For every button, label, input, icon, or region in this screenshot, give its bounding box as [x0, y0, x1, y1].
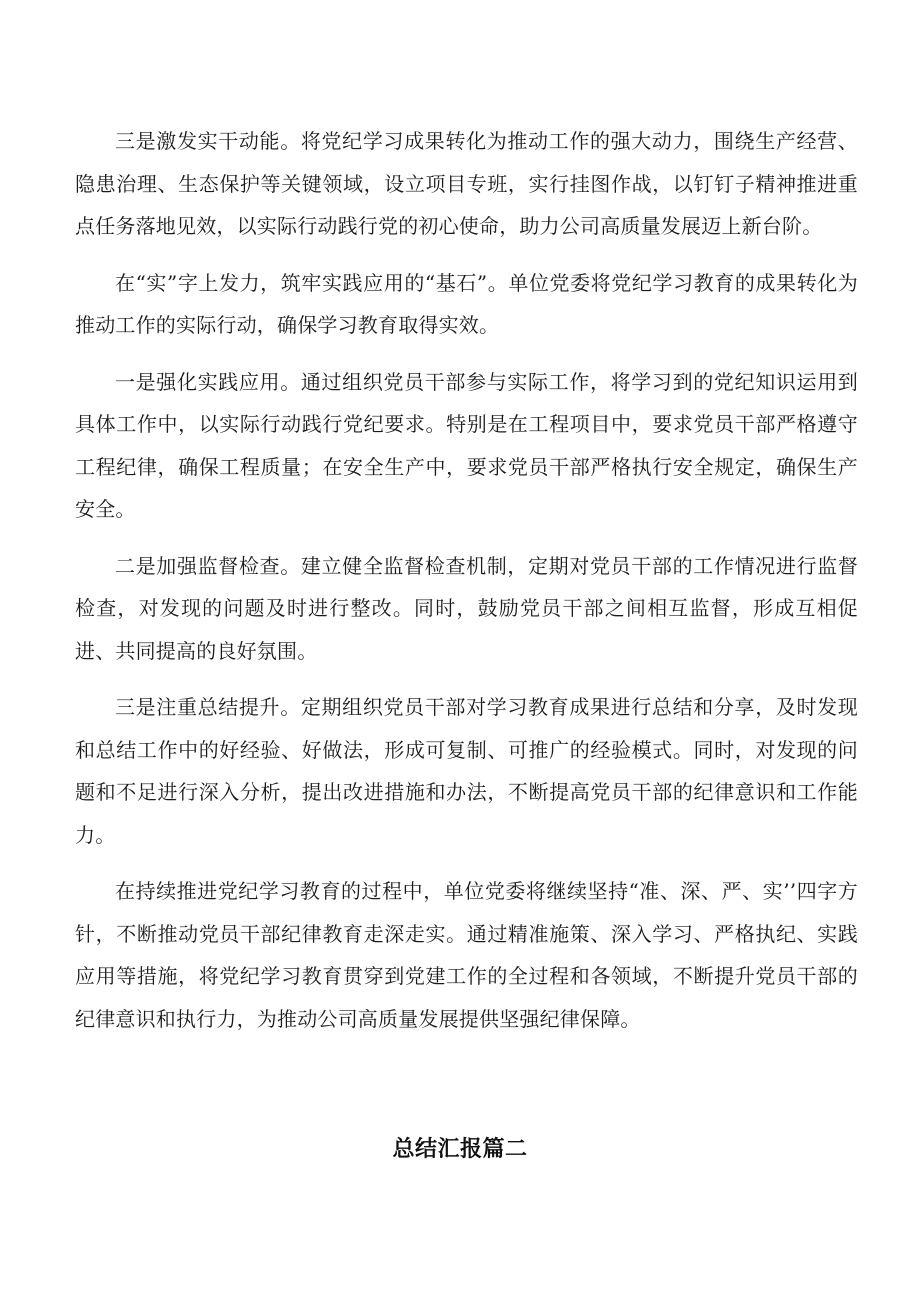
document-body [75, 120, 858, 1054]
section-heading: 总结汇报篇二 [392, 1137, 528, 1162]
paragraph-1: 三是激发实干动能。将党纪学习成果转化为推动工作的强大动力，围绕生产经营、隐患治理、生态保护等关键领域，设立项目专班，实行挂图作战，以钉钉子精神推进重点任务落地见效，以实际行动践行党的初心使命，助力公司高质量发展迈上新台阶。 [75, 129, 858, 238]
paragraph-3: 一是强化实践应用。通过组织党员干部参与实际工作，将学习到的党纪知识运用到具体工作中，以实际行动践行党纪要求。特别是在工程项目中，要求党员干部严格遵守工程纪律，确保工程质量；在安全生产中，要求党员干部严格执行安全规定，确保生产安全。 [75, 369, 858, 521]
paragraph-5: 三是注重总结提升。定期组织党员干部对学习教育成果进行总结和分享，及时发现和总结工作中的好经验、好做法，形成可复制、可推广的经验模式。同时，对发现的问题和不足进行深入分析，提出改进措施和办法，不断提高党员干部的纪律意识和工作能力。 [75, 695, 858, 847]
paragraph-6: 在持续推进党纪学习教育的过程中，单位党委将继续坚持“准、深、严、实’’四字方针，不断推动党员干部纪律教育走深走实。通过精准施策、深入学习、严格执纪、实践应用等措施，将党纪学习教育贯穿到党建工作的全过程和各领域，不断提升党员干部的纪律意识和执行力，为推动公司高质量发展提供坚强纪律保障。 [75, 879, 858, 1031]
paragraph-2: 在“实”字上发力，筑牢实践应用的“基石”。单位党委将党纪学习教育的成果转化为推动工作的实际行动，确保学习教育取得实效。 [75, 270, 858, 337]
paragraph-4: 二是加强监督检查。建立健全监督检查机制，定期对党员干部的工作情况进行监督检查，对发现的问题及时进行整改。同时，鼓励党员干部之间相互监督，形成互相促进、共同提高的良好氛围。 [75, 553, 858, 663]
